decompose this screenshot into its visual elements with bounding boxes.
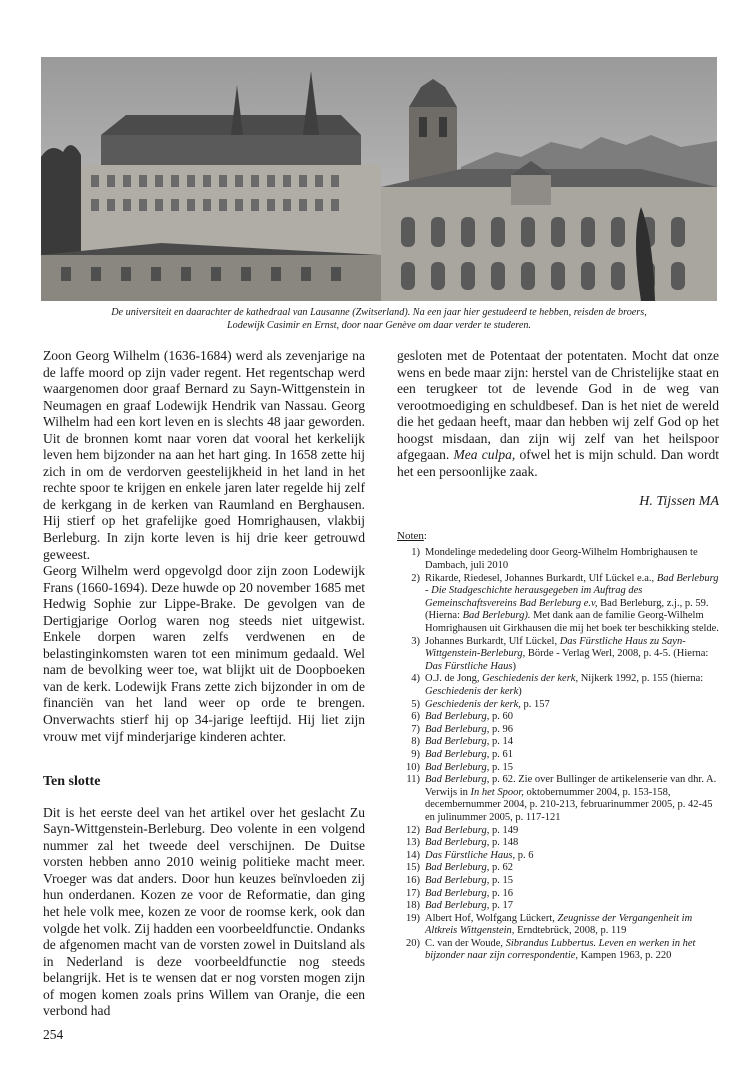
footnote-number: 8) (411, 736, 420, 748)
footnote-part: Rikarde, Riedesel, Johannes Burkardt, Ulf Lückel e.a., (425, 572, 657, 584)
footnote-part: Nijkerk 1992, p. 155 (hierna: (578, 673, 704, 685)
footnote (397, 938, 719, 963)
footnote-number: 5) (411, 698, 420, 710)
footnote-number: 12) (406, 824, 420, 836)
footnote (397, 862, 719, 875)
footnote-part: Das Fürstliche Haus zu Sayn-Wittgenstein-Berleburg, (425, 635, 686, 660)
footnote-part: Das Fürstliche Haus (425, 660, 513, 672)
footnote (397, 724, 719, 737)
footnote-part: , p. 149 (486, 824, 519, 836)
footnote (397, 774, 719, 824)
footnote-part: ) (512, 660, 516, 672)
right-column (397, 348, 719, 963)
footnote-part: O.J. de Jong, (425, 673, 483, 685)
footnote-part: Bad Berleburg (425, 748, 487, 760)
footnote-number: 3) (411, 635, 420, 647)
footnote-text (425, 762, 719, 775)
footnote-part: Johannes Burkardt, Ulf Lückel, (425, 635, 560, 647)
footnote-part: Geschiedenis der kerk, (482, 673, 579, 685)
footnote-number: 9) (411, 748, 420, 760)
footnote-part: , p. 148 (486, 837, 519, 849)
university-roof (101, 135, 361, 165)
lausanne-photo-illustration (41, 57, 717, 301)
footnote (397, 547, 719, 572)
mea-culpa: Mea culpa, (453, 447, 516, 463)
footnote-text (425, 749, 719, 762)
page-number: 254 (43, 1027, 64, 1042)
notes-label (397, 528, 719, 545)
left-column (43, 348, 365, 1020)
footnote-part: Geschiedenis der kerk (425, 698, 519, 710)
footnote-part: , p. 157 (518, 698, 550, 710)
footnote-number: 18) (406, 900, 420, 912)
footnote-part: , p. 62 (486, 862, 513, 874)
footnote-part: Erndtebrück, 2008, p. 119 (514, 925, 627, 937)
footnote-text (425, 699, 719, 712)
footnote-text (425, 825, 719, 838)
footnote-text (425, 900, 719, 913)
footnote (397, 573, 719, 636)
footnote-part: Bad Berleburg, z.j., p. 59. (Hierna: (425, 597, 709, 622)
footnote (397, 837, 719, 850)
continuation-end: ofwel het is mijn schuld. Dan wordt het een persoonlijke zaak. (397, 447, 719, 479)
footnote-number: 16) (406, 874, 420, 886)
footnote-number: 11) (406, 774, 420, 786)
notes-list (397, 547, 719, 963)
footnote (397, 913, 719, 938)
footnote-part: , p. 61 (486, 748, 513, 760)
footnote-part: Börde - Verlag Werl, 2008, p. 4-5. (Hierna: (525, 648, 709, 660)
footnote-text (425, 938, 719, 963)
footnote-number: 19) (406, 912, 420, 924)
footnote-part: , p. 62. Zie over Bullinger de artikelenserie van dhr. A. Verwijs in (425, 774, 717, 798)
footnote-part: Kampen 1963, p. 220 (578, 950, 672, 962)
notes-label-text: Noten (397, 529, 424, 542)
footnote-part: Bad Berleburg - Die Stadgeschichte herausgegeben im Auftrag des Gemeinschaftsvereins Bad Berleburg e.v, (425, 572, 719, 609)
paragraph-lodewijk-frans: Georg Wilhelm werd opgevolgd door zijn zoon Lodewijk Frans (1660-1694). Deze huwde op 20 november 1685 met Hedwig Sophie zur Lippe-Brake. De gevolgen van de Dertigjarige Oorlog waren nog steeds niet uitgewist. Enkele dorpen waren zelfs verdwenen en de belastinginkomsten waren tot een minimum gedaald. Wel nam de bevolking weer toe, wat blijkt uit de Doopboeken van de kerk. Lodewijk Frans zette zich bijzonder in om de financiën van het land weer op orde te brengen. Onverwachts stierf hij op 34-jarige leeftijd. Hij liet zijn vrouw met vijf minderjarige kinderen achter. (43, 563, 365, 744)
footnote-part: , p. 6 (512, 849, 534, 861)
footnote-number: 13) (406, 837, 420, 849)
paragraph-continuation (397, 348, 719, 480)
continuation-text: gesloten met de Potentaat der potentaten. Mocht dat onze wens en bede maar zijn: herstel van de Christelijke staat en een terugkeer tot de levende God in de weg van verootmoediging en schuldbesef. Dan is het niet de wereld die het gedaan heeft, maar dan hebben wij zelf God op het hoogst misdaan, dan zijn wij zelf van het heilspoor afgegaan. (397, 348, 719, 463)
section-heading: Ten slotte (43, 774, 101, 790)
footnote-number: 17) (406, 887, 420, 899)
footnote (397, 888, 719, 901)
footnote-number: 20) (406, 937, 420, 949)
footnote-part: oktobernummer 2004, p. 153-158, decembernummer 2004, p. 210-213, februarinummer 2005, p. 42-45 en julinummer 2005, p. 117-121 (425, 786, 713, 823)
caption-line-1: De universiteit en daarachter de kathedraal van Lausanne (Zwitserland). Na een jaar hier gestudeerd te hebben, reisden de broers, (111, 307, 647, 318)
footnote-part: , p. 96 (486, 723, 513, 735)
footnote-part: Bad Berleburg (425, 736, 487, 748)
footnote-part: , p. 15 (486, 761, 513, 773)
footnote (397, 736, 719, 749)
footnote-number: 10) (406, 761, 420, 773)
footnote-part: Bad Berleburg (425, 824, 487, 836)
paragraph-conclusion: Dit is het eerste deel van het artikel over het geslacht Zu Sayn-Wittgenstein-Berleburg. Deo volente in een volgend nummer zal het tweede deel verschijnen. De Duitse vorsten hebben anno 2010 weinig politieke macht meer. Vroeger was dat anders. Door hun keuzes beïnvloeden zij hun onderdanen. Kozen ze voor de Reformatie, dan ging het hele volk mee, kozen ze voor de roomse kerk, ook dan volgde het volk. Zij hadden een voorbeeldfunctie. Ondanks de afgenomen macht van de vorsten zowel in Duitsland als in Nederland is deze voorbeeldfunctie nog steeds belangrijk. Het is te wensen dat er nog vorsten mogen zijn of mogen komen zoals prins Willem van Oranje, die een verbond had (43, 804, 365, 1019)
footnote-part: , p. 15 (486, 874, 513, 886)
footnote-number: 2) (411, 572, 420, 584)
footnote-part: Das Fürstliche Haus (425, 849, 513, 861)
footnote (397, 749, 719, 762)
footnote-text (425, 736, 719, 749)
footnote (397, 636, 719, 674)
caption-line-2: Lodewijk Casimir en Ernst, door naar Genève om daar verder te studeren. (227, 320, 531, 331)
figure-caption (41, 306, 717, 332)
footnote-part: Bad Berleburg (425, 887, 487, 899)
footnote-number: 6) (411, 711, 420, 723)
notes-label-colon: : (423, 529, 427, 542)
footnote-part: Geschiedenis der kerk (425, 686, 519, 697)
footnote-part: C. van der Woude, (425, 937, 506, 949)
paragraph-georg-wilhelm: Zoon Georg Wilhelm (1636-1684) werd als zevenjarige na de laffe moord op zijn vader regent. Het regentschap werd waargenomen door graaf Bernard zu Sayn-Wittgenstein in Neumagen en graaf Lodewijk Hendrik van Nassau. Georg Wilhelm had een kort leven en is slechts 48 jaar geworden. Uit de bronnen komt naar voren dat vooral het kerkelijk leven hem bijzonder na aan het hart ging. In 1658 zette hij zich in om de verdorven geestelijkheid in het land in het rechte spoor te krijgen en enkele jaren later regelde hij zelf de kerkgang in de kerken van Raumland en Berghausen. Hij stierf op het grafelijke goed Homrighausen, vlakbij Berleburg. In zijn korte leven is hij drie keer getrouwd geweest. (43, 348, 365, 562)
footnote (397, 850, 719, 863)
footnote-part: Zeugnisse der Vergangenheit im Altkreis Wittgenstein, (425, 912, 693, 937)
footnote-part: , p. 16 (486, 887, 513, 899)
footnote-part: Mondelinge mededeling door Georg-Wilhelm Hombrighausen te Dambach, juli 2010 (425, 547, 698, 572)
footnote-text (425, 673, 719, 698)
footnote-part: , p. 14 (486, 736, 513, 748)
footnote-text (425, 573, 719, 636)
footnote-part: Bad Berleburg (425, 874, 487, 886)
footnote-part: Bad Berleburg (425, 900, 487, 912)
footnote (397, 762, 719, 775)
footnote-part: In het Spoor, (470, 786, 524, 798)
footnote-part: Bad Berleburg). (462, 610, 531, 622)
footnote (397, 825, 719, 838)
author-signature: H. Tijssen MA (639, 494, 719, 510)
footnote-text (425, 850, 719, 863)
footnote-number: 4) (411, 673, 420, 685)
footnote-part: ) (518, 686, 522, 697)
footnote-text (425, 636, 719, 674)
footnote-text (425, 774, 719, 824)
footnote-part: Bad Berleburg (425, 862, 487, 874)
footnote-part: , p. 60 (486, 711, 513, 723)
footnote-part: Bad Berleburg (425, 774, 487, 786)
footnote-part: Met dank aan de familie Georg-Wilhelm Homrighausen uit Girkhausen die mij het boek ter beschikking stelde. (425, 610, 719, 635)
footnote-text (425, 862, 719, 875)
footnote-part: Bad Berleburg (425, 723, 487, 735)
footnote (397, 673, 719, 698)
footnote-number: 7) (411, 723, 420, 735)
footnote-part: , p. 17 (486, 900, 513, 912)
footnote-text (425, 724, 719, 737)
footnote-part: Bad Berleburg (425, 711, 487, 723)
footnote-text (425, 547, 719, 572)
footnote-number: 14) (406, 849, 420, 861)
footnote-text (425, 888, 719, 901)
footnote-part: Bad Berleburg (425, 837, 487, 849)
footnote-number: 15) (406, 862, 420, 874)
footnote (397, 699, 719, 712)
footnote-part: Sibrandus Lubbertus. Leven en werken in het bijzonder naar zijn correspondentie, (425, 937, 696, 962)
footnote-number: 1) (411, 547, 420, 559)
footnote-text (425, 913, 719, 938)
footnote (397, 875, 719, 888)
footnote-text (425, 837, 719, 850)
footnote-part: Bad Berleburg (425, 761, 487, 773)
footnote-text (425, 875, 719, 888)
footnote-text (425, 711, 719, 724)
footnote-part: Albert Hof, Wolfgang Lückert, (425, 912, 558, 924)
footnote (397, 900, 719, 913)
figure-photo (41, 57, 717, 301)
footnote (397, 711, 719, 724)
